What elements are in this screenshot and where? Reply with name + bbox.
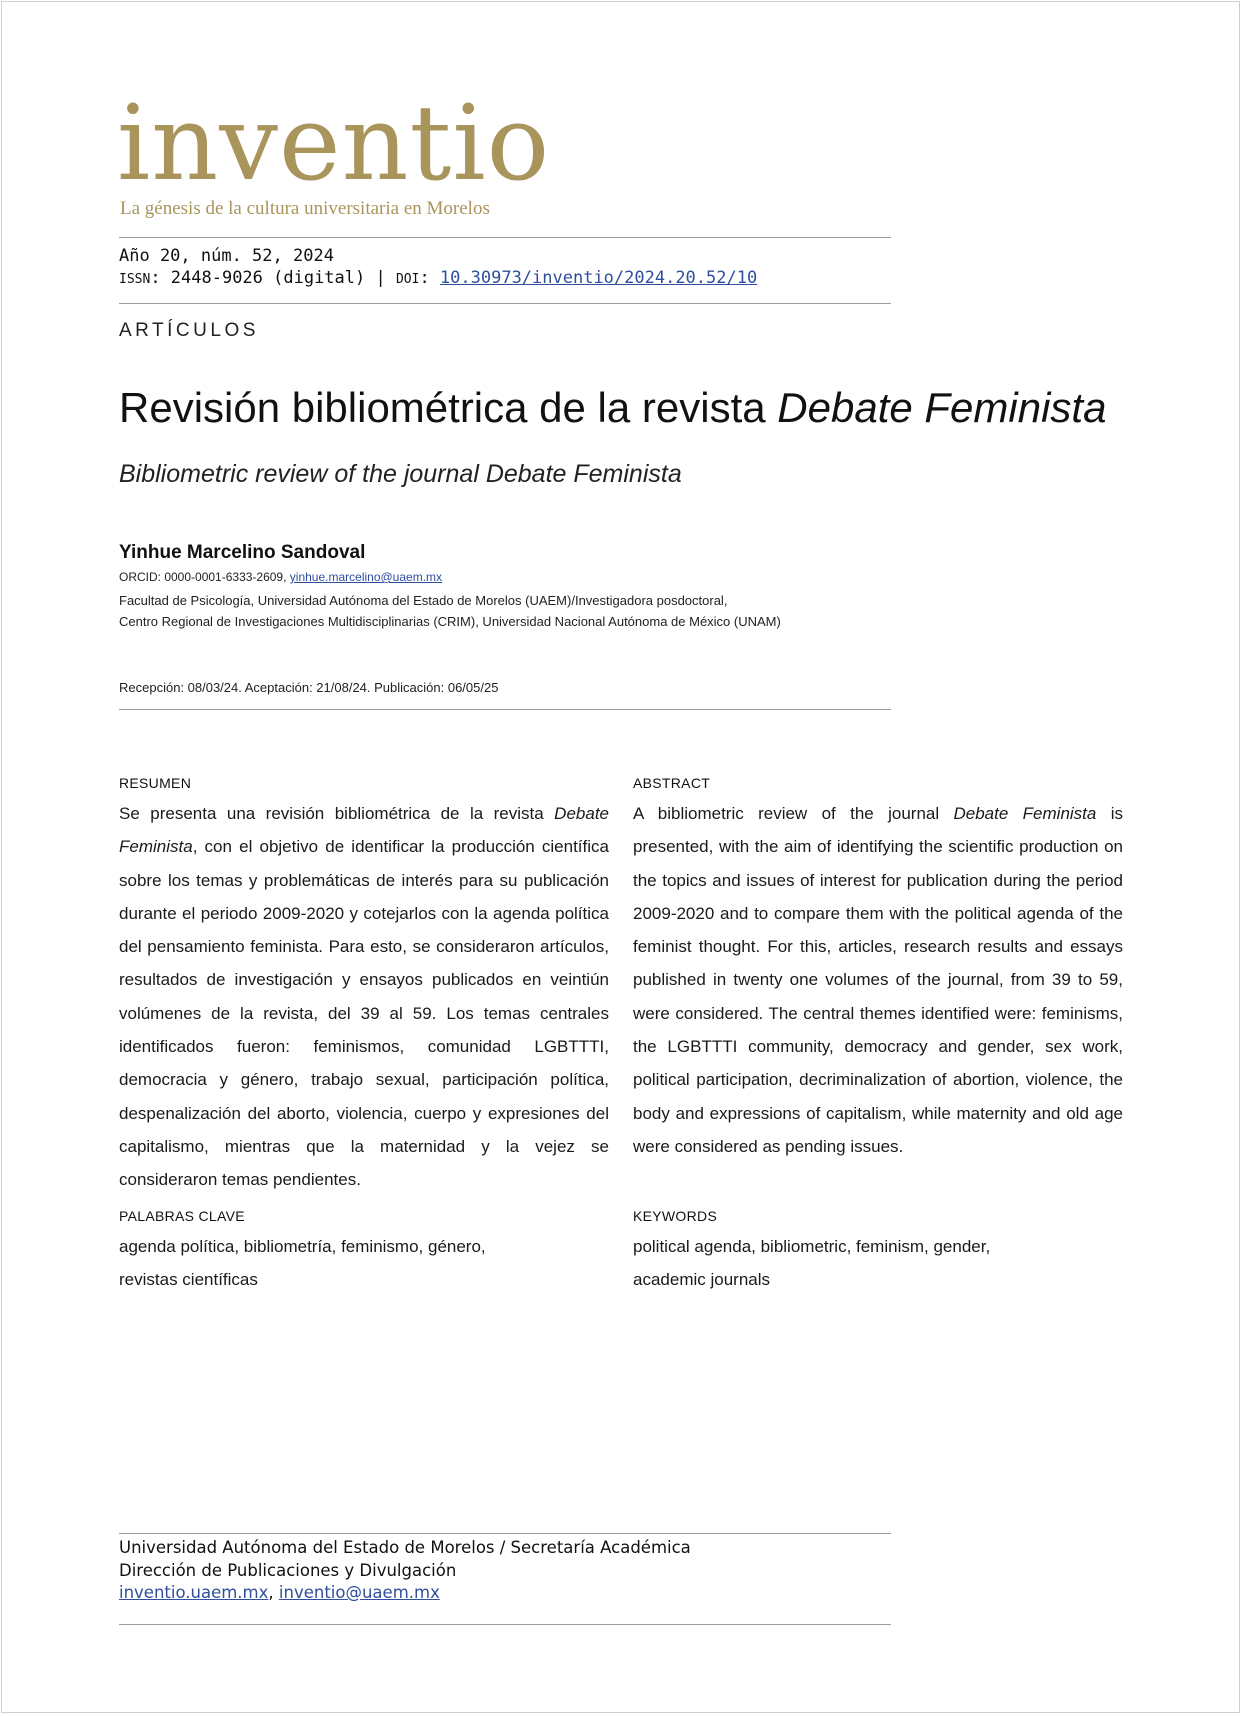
affiliation-line-2: Centro Regional de Investigaciones Multidisciplinarias (CRIM), Universidad Nacional Autónoma de México (UNAM) xyxy=(119,614,781,629)
article-subtitle: Bibliometric review of the journal Debate Feminista xyxy=(119,460,682,488)
issn-doi-line: ISSN: 2448-9026 (digital) | DOI: 10.30973/inventio/2024.20.52/10 xyxy=(119,268,758,288)
doi-link[interactable]: 10.30973/inventio/2024.20.52/10 xyxy=(439,268,758,288)
divider-footer-top xyxy=(119,1533,891,1534)
author-name: Yinhue Marcelino Sandoval xyxy=(119,542,366,563)
abstract-section xyxy=(633,775,1123,1163)
resumen-heading: RESUMEN xyxy=(119,775,192,791)
abstract-heading: ABSTRACT xyxy=(633,775,711,791)
divider-top xyxy=(119,237,891,238)
issue-info xyxy=(119,245,757,291)
divider-footer-bottom xyxy=(119,1624,891,1625)
keywords-es-section xyxy=(119,1208,609,1297)
section-label: ARTÍCULOS xyxy=(119,320,259,341)
abstract-body: A bibliometric review of the journal Debate Feminista is presented, with the aim of identifying the scientific production on the topics and issues of interest for publication during the period 2009-2020 and to compare them with the political agenda of the feminist thought. For this, articles, research results and essays published in twenty one volumes of the journal, from 39 to 59, were considered. The central themes identified were: feminisms, the LGBTTTI community, democracy and gender, sex work, political participation, decriminalization of abortion, violence, the body and expressions of capitalism, while maternity and old age were considered as pending issues. xyxy=(633,804,1124,1156)
doi-label: DOI xyxy=(395,272,420,287)
footer-line-2: Dirección de Publicaciones y Divulgación xyxy=(119,1560,457,1580)
resumen-section xyxy=(119,775,609,1197)
keywords-en-heading: KEYWORDS xyxy=(633,1208,718,1224)
title-italic: Debate Feminista xyxy=(777,384,1107,431)
resumen-body: Se presenta una revisión bibliométrica de la revista Debate Feminista, con el objetivo de identificar la producción científica sobre los temas y problemáticas de interés para su publicación durante el periodo 2009-2020 y cotejarlos con la agenda política del pensamiento feminista. Para esto, se consideraron artículos, resultados de investigación y ensayos publicados en veintiún volúmenes de la revista, del 39 al 59. Los temas centrales identificados fueron: feminismos, comunidad LGBTTTI, democracia y género, trabajo sexual, participación política, despenalización del aborto, violencia, cuerpo y expresiones del capitalismo, mientras que la maternidad y la vejez se consideraron temas pendientes. xyxy=(119,804,609,1190)
contact-email-link[interactable]: inventio@uaem.mx xyxy=(278,1583,440,1602)
issue-number: Año 20, núm. 52, 2024 xyxy=(119,246,334,266)
affiliation-line-1: Facultad de Psicología, Universidad Autónoma del Estado de Morelos (UAEM)/Investigadora posdoctoral, xyxy=(119,593,728,608)
keywords-es-body: agenda política, bibliometría, feminismo, género, revistas científicas xyxy=(119,1237,486,1290)
footer-links: inventio.uaem.mx, inventio@uaem.mx xyxy=(119,1583,440,1602)
issn-label: ISSN xyxy=(119,272,151,287)
divider-issue xyxy=(119,303,891,304)
issn-value: : 2448-9026 (digital) | xyxy=(150,268,396,288)
footer xyxy=(119,1537,691,1605)
journal-tagline: La génesis de la cultura universitaria en Morelos xyxy=(120,198,490,219)
author-orcid xyxy=(119,570,442,584)
keywords-en-section xyxy=(633,1208,1123,1297)
author-affiliation xyxy=(119,590,919,632)
footer-line-1: Universidad Autónoma del Estado de Morelos / Secretaría Académica xyxy=(119,1538,691,1557)
divider-dates xyxy=(119,709,891,710)
publication-dates: Recepción: 08/03/24. Aceptación: 21/08/24. Publicación: 06/05/25 xyxy=(119,680,499,695)
journal-logo: inventio xyxy=(117,82,551,204)
article-title xyxy=(119,378,1129,438)
website-link[interactable]: inventio.uaem.mx xyxy=(119,1583,269,1602)
orcid-text: ORCID: 0000-0001-6333-2609, xyxy=(119,570,290,584)
author-email-link[interactable]: yinhue.marcelino@uaem.mx xyxy=(289,570,443,584)
keywords-en-body: political agenda, bibliometric, feminism, gender, academic journals xyxy=(633,1237,991,1290)
title-text: Revisión bibliométrica de la revista xyxy=(119,384,778,431)
keywords-es-heading: PALABRAS CLAVE xyxy=(119,1208,245,1224)
